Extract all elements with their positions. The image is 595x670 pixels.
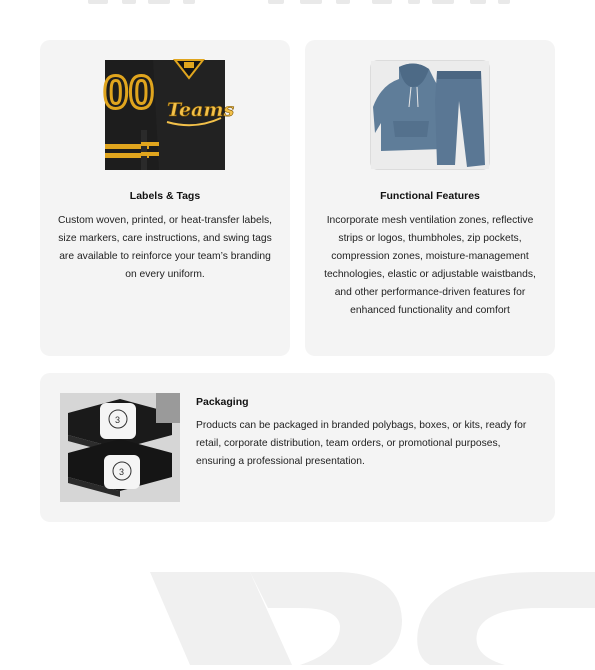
brand-watermark xyxy=(0,560,595,665)
svg-text:00: 00 xyxy=(103,66,155,118)
packaging-title: Packaging xyxy=(196,396,249,408)
tracksuit-image xyxy=(370,60,490,170)
card-description: Custom woven, printed, or heat-transfer labels, size markers, care instructions, and swing tags are available to reinforce your team’s branding on every uniform. xyxy=(57,215,273,280)
jersey-teams-script: Teams xyxy=(167,99,235,121)
jersey-image xyxy=(103,60,235,170)
card-description: Incorporate mesh ventilation zones, reflective strips or logos, thumbholes, zip pockets, compression zones, moisture-management technologies, elastic or adjustable waistbands, and other performance-driven features for enhanced functionality and comfort xyxy=(324,215,536,316)
svg-text:3: 3 xyxy=(119,467,125,477)
packaging-card xyxy=(40,373,555,522)
top-heading-fragment xyxy=(0,0,595,8)
card-title: Functional Features xyxy=(380,190,480,202)
jersey-illustration xyxy=(103,60,235,170)
packaging-illustration xyxy=(60,393,180,502)
packaging-description: Products can be packaged in branded polybags, boxes, or kits, ready for retail, corporate distribution, team orders, or promotional purposes, ensuring a professional presentation. xyxy=(196,420,527,467)
packaging-image xyxy=(60,393,180,502)
labels-tags-card xyxy=(40,40,290,356)
svg-text:3: 3 xyxy=(115,415,121,425)
card-title: Labels & Tags xyxy=(129,190,201,202)
functional-features-card xyxy=(305,40,555,356)
tracksuit-illustration xyxy=(371,61,489,169)
